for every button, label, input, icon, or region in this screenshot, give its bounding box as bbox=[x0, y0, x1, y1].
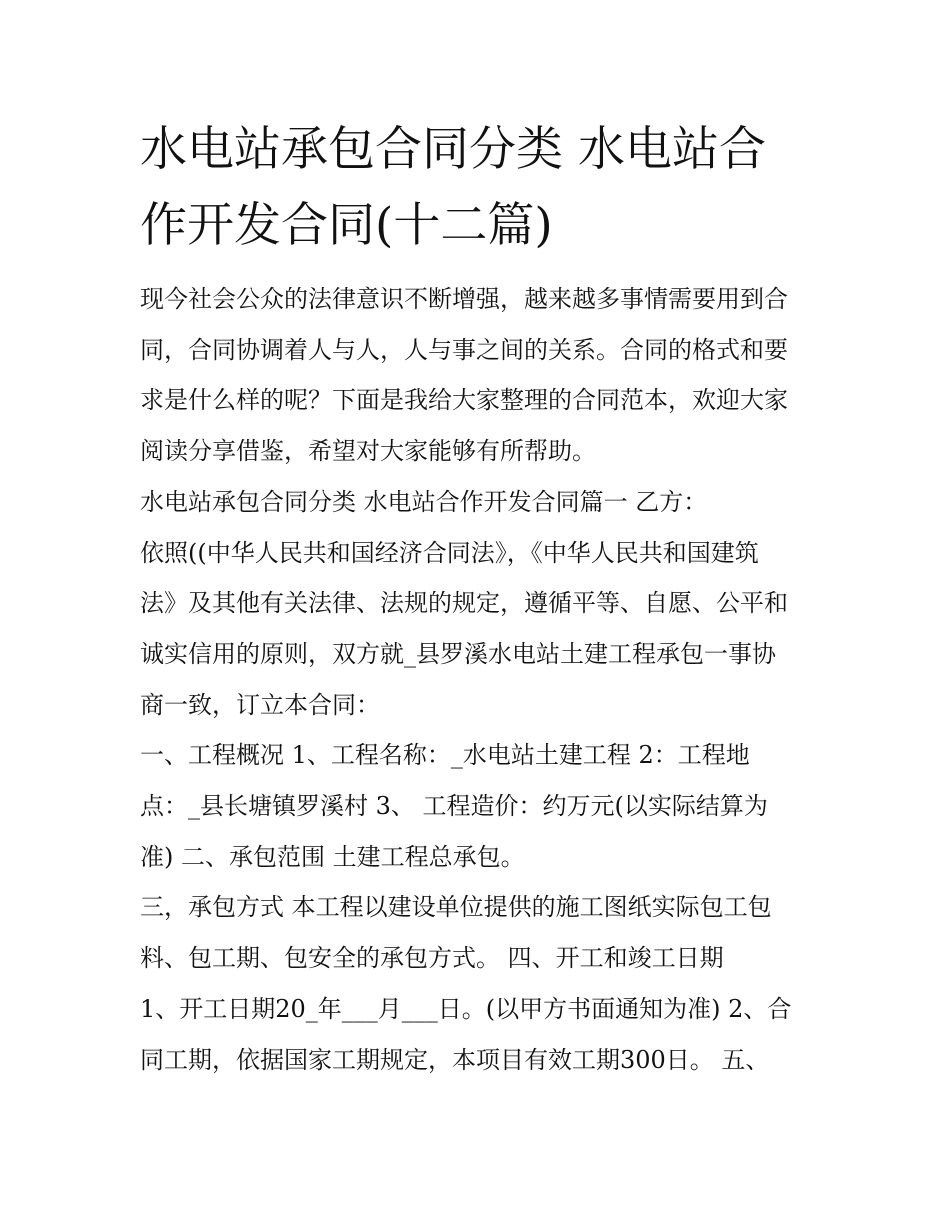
document-title bbox=[140, 112, 766, 264]
body-line: 求是什么样的呢？下面是我给大家整理的合同范本，欢迎大家 bbox=[140, 386, 788, 415]
body-line: 一、工程概况 1、工程名称：_水电站土建工程 2：工程地 bbox=[140, 741, 750, 770]
body-line: 法》及其他有关法律、法规的规定，遵循平等、自愿、公平和 bbox=[140, 589, 788, 618]
body-line: 诚实信用的原则，双方就_县罗溪水电站土建工程承包一事协 bbox=[140, 639, 776, 668]
body-line: 商一致，订立本合同： bbox=[140, 690, 380, 719]
body-line: 依照((中华人民共和国经济合同法》，《中华人民共和国建筑 bbox=[140, 538, 759, 567]
title-line: 作开发合同(十二篇) bbox=[140, 198, 553, 253]
body-line: 阅读分享借鉴，希望对大家能够有所帮助。 bbox=[140, 437, 596, 466]
body-line: 点：_县长塘镇罗溪村 3、 工程造价：约万元(以实际结算为 bbox=[140, 792, 768, 821]
body-line: 现今社会公众的法律意识不断增强，越来越多事情需要用到合 bbox=[140, 285, 788, 313]
body-line: 水电站承包合同分类 水电站合作开发合同篇一 乙方： bbox=[140, 487, 708, 516]
body-line: 三，承包方式 本工程以建设单位提供的施工图纸实际包工包 bbox=[140, 893, 772, 922]
document-body bbox=[140, 274, 791, 1085]
body-line: 同，合同协调着人与人，人与事之间的关系。合同的格式和要 bbox=[140, 335, 788, 364]
body-line: 1、开工日期20_年___月___日。(以甲方书面通知为准) 2、合 bbox=[140, 994, 792, 1023]
body-line: 同工期，依据国家工期规定，本项目有效工期300日。 五、 bbox=[140, 1045, 770, 1074]
title-line: 水电站承包合同分类 水电站合 bbox=[140, 122, 766, 177]
body-line: 料、包工期、包安全的承包方式。 四、开工和竣工日期 bbox=[140, 944, 724, 973]
body-line: 准) 二、承包范围 土建工程总承包。 bbox=[140, 842, 525, 871]
